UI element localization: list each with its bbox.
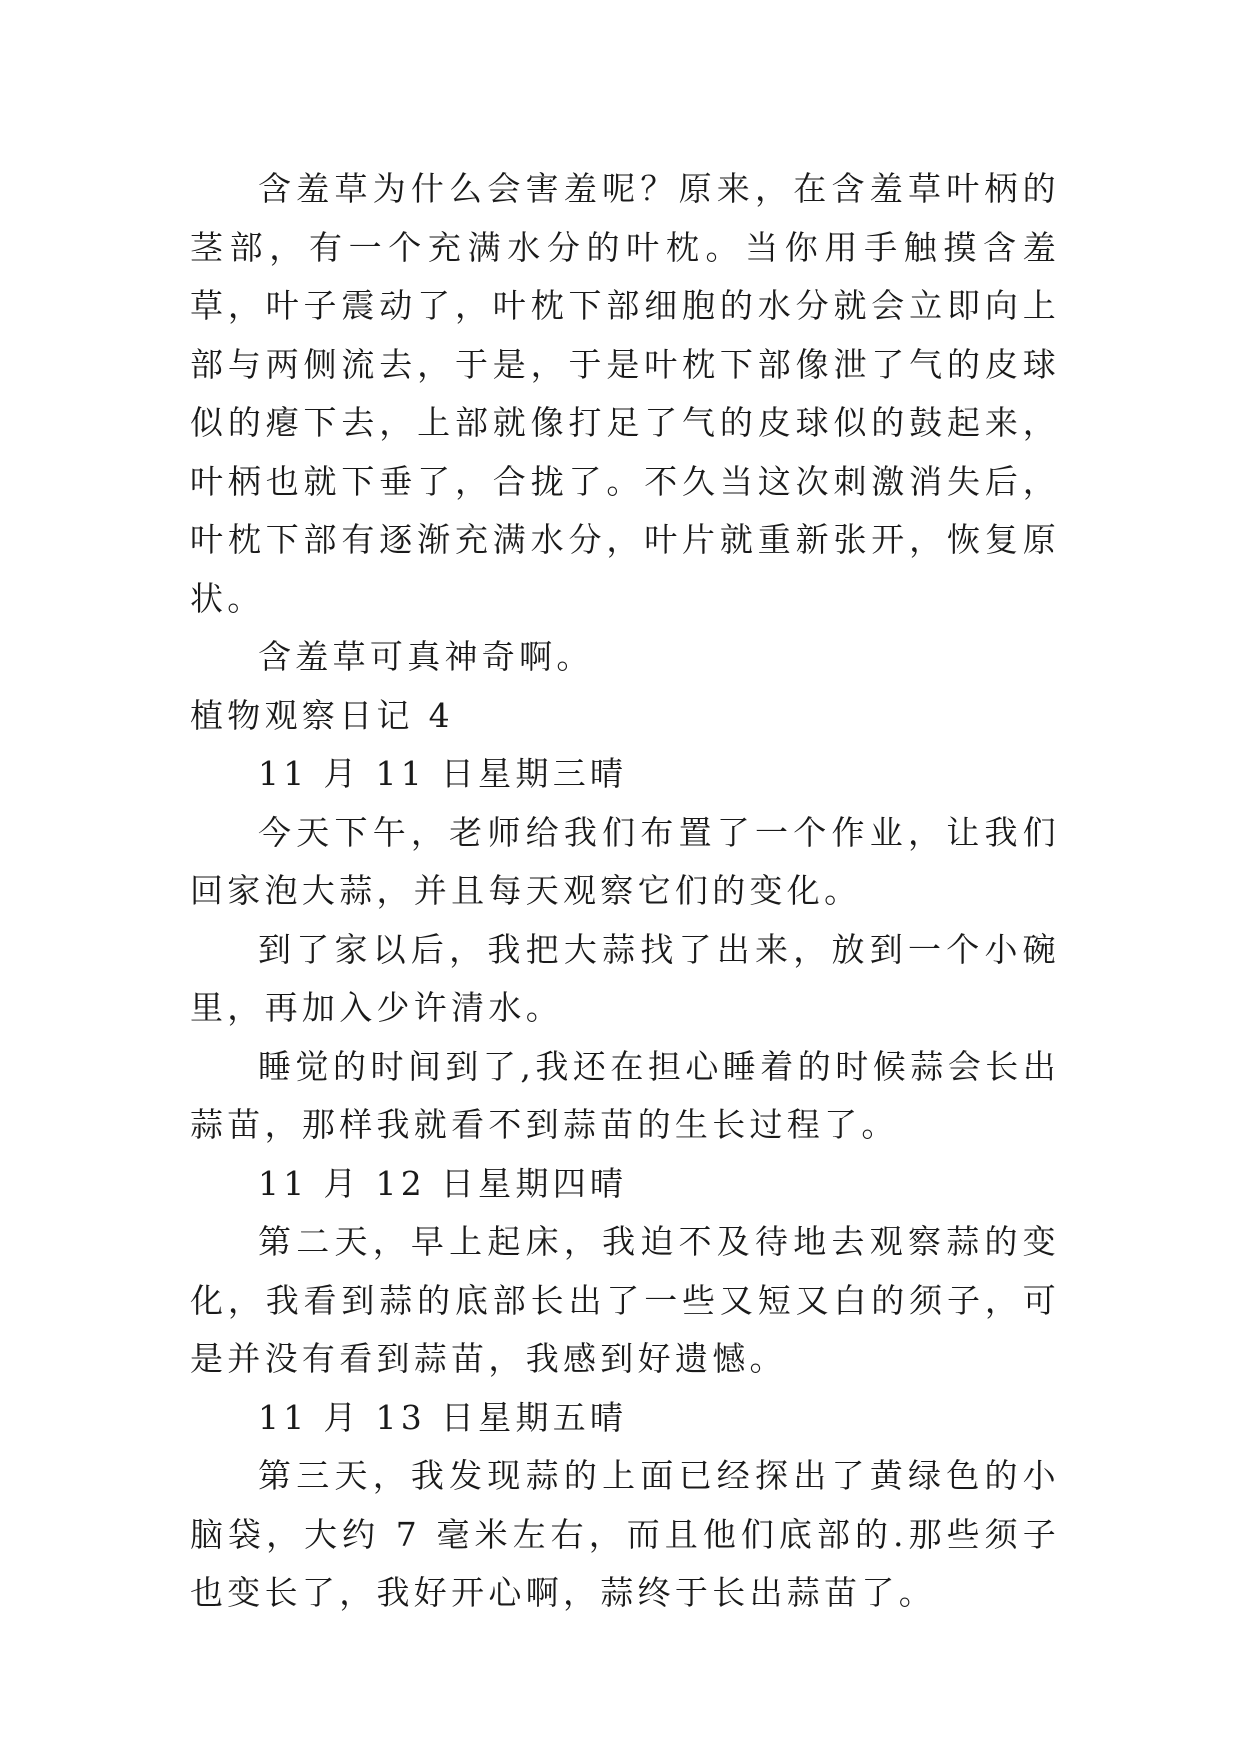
paragraph: 今天下午，老师给我们布置了一个作业，让我们回家泡大蒜，并且每天观察它们的变化。 (190, 812, 1060, 910)
paragraph-mimosa-explanation: 含羞草为什么会害羞呢？原来，在含羞草叶柄的茎部，有一个充满水分的叶枕。当你用手触摸含羞草，叶子震动了，叶枕下部细胞的水分就会立即向上部与两侧流去，于是，于是叶枕下部像泄了气的皮球似的瘪下去，上部就像打足了气的皮球似的鼓起来，叶柄也就下垂了，合拢了。不久当这次刺激消失后，叶枕下部有逐渐充满水分，叶片就重新张开，恢复原状。 (190, 169, 1060, 618)
paragraph: 第三天，我发现蒜的上面已经探出了黄绿色的小脑袋，大约 7 毫米左右，而且他们底部的.那些须子也变长了，我好开心啊，蒜终于长出蒜苗了。 (190, 1456, 1060, 1612)
paragraph: 第二天，早上起床，我迫不及待地去观察蒜的变化，我看到蒜的底部长出了一些又短又白的须子，可是并没有看到蒜苗，我感到好遗憾。 (190, 1222, 1060, 1378)
document-body (190, 160, 1060, 1623)
section-heading: 植物观察日记 4 (190, 695, 454, 735)
paragraph: 到了家以后，我把大蒜找了出来，放到一个小碗里，再加入少许清水。 (190, 929, 1060, 1027)
diary-date: 11 月 13 日星期五晴 (258, 1397, 628, 1437)
diary-date: 11 月 12 日星期四晴 (258, 1163, 628, 1203)
paragraph-mimosa-conclusion: 含羞草可真神奇啊。 (258, 637, 594, 676)
paragraph: 睡觉的时间到了,我还在担心睡着的时候蒜会长出蒜苗，那样我就看不到蒜苗的生长过程了。 (190, 1046, 1060, 1144)
diary-date: 11 月 11 日星期三晴 (258, 754, 628, 793)
